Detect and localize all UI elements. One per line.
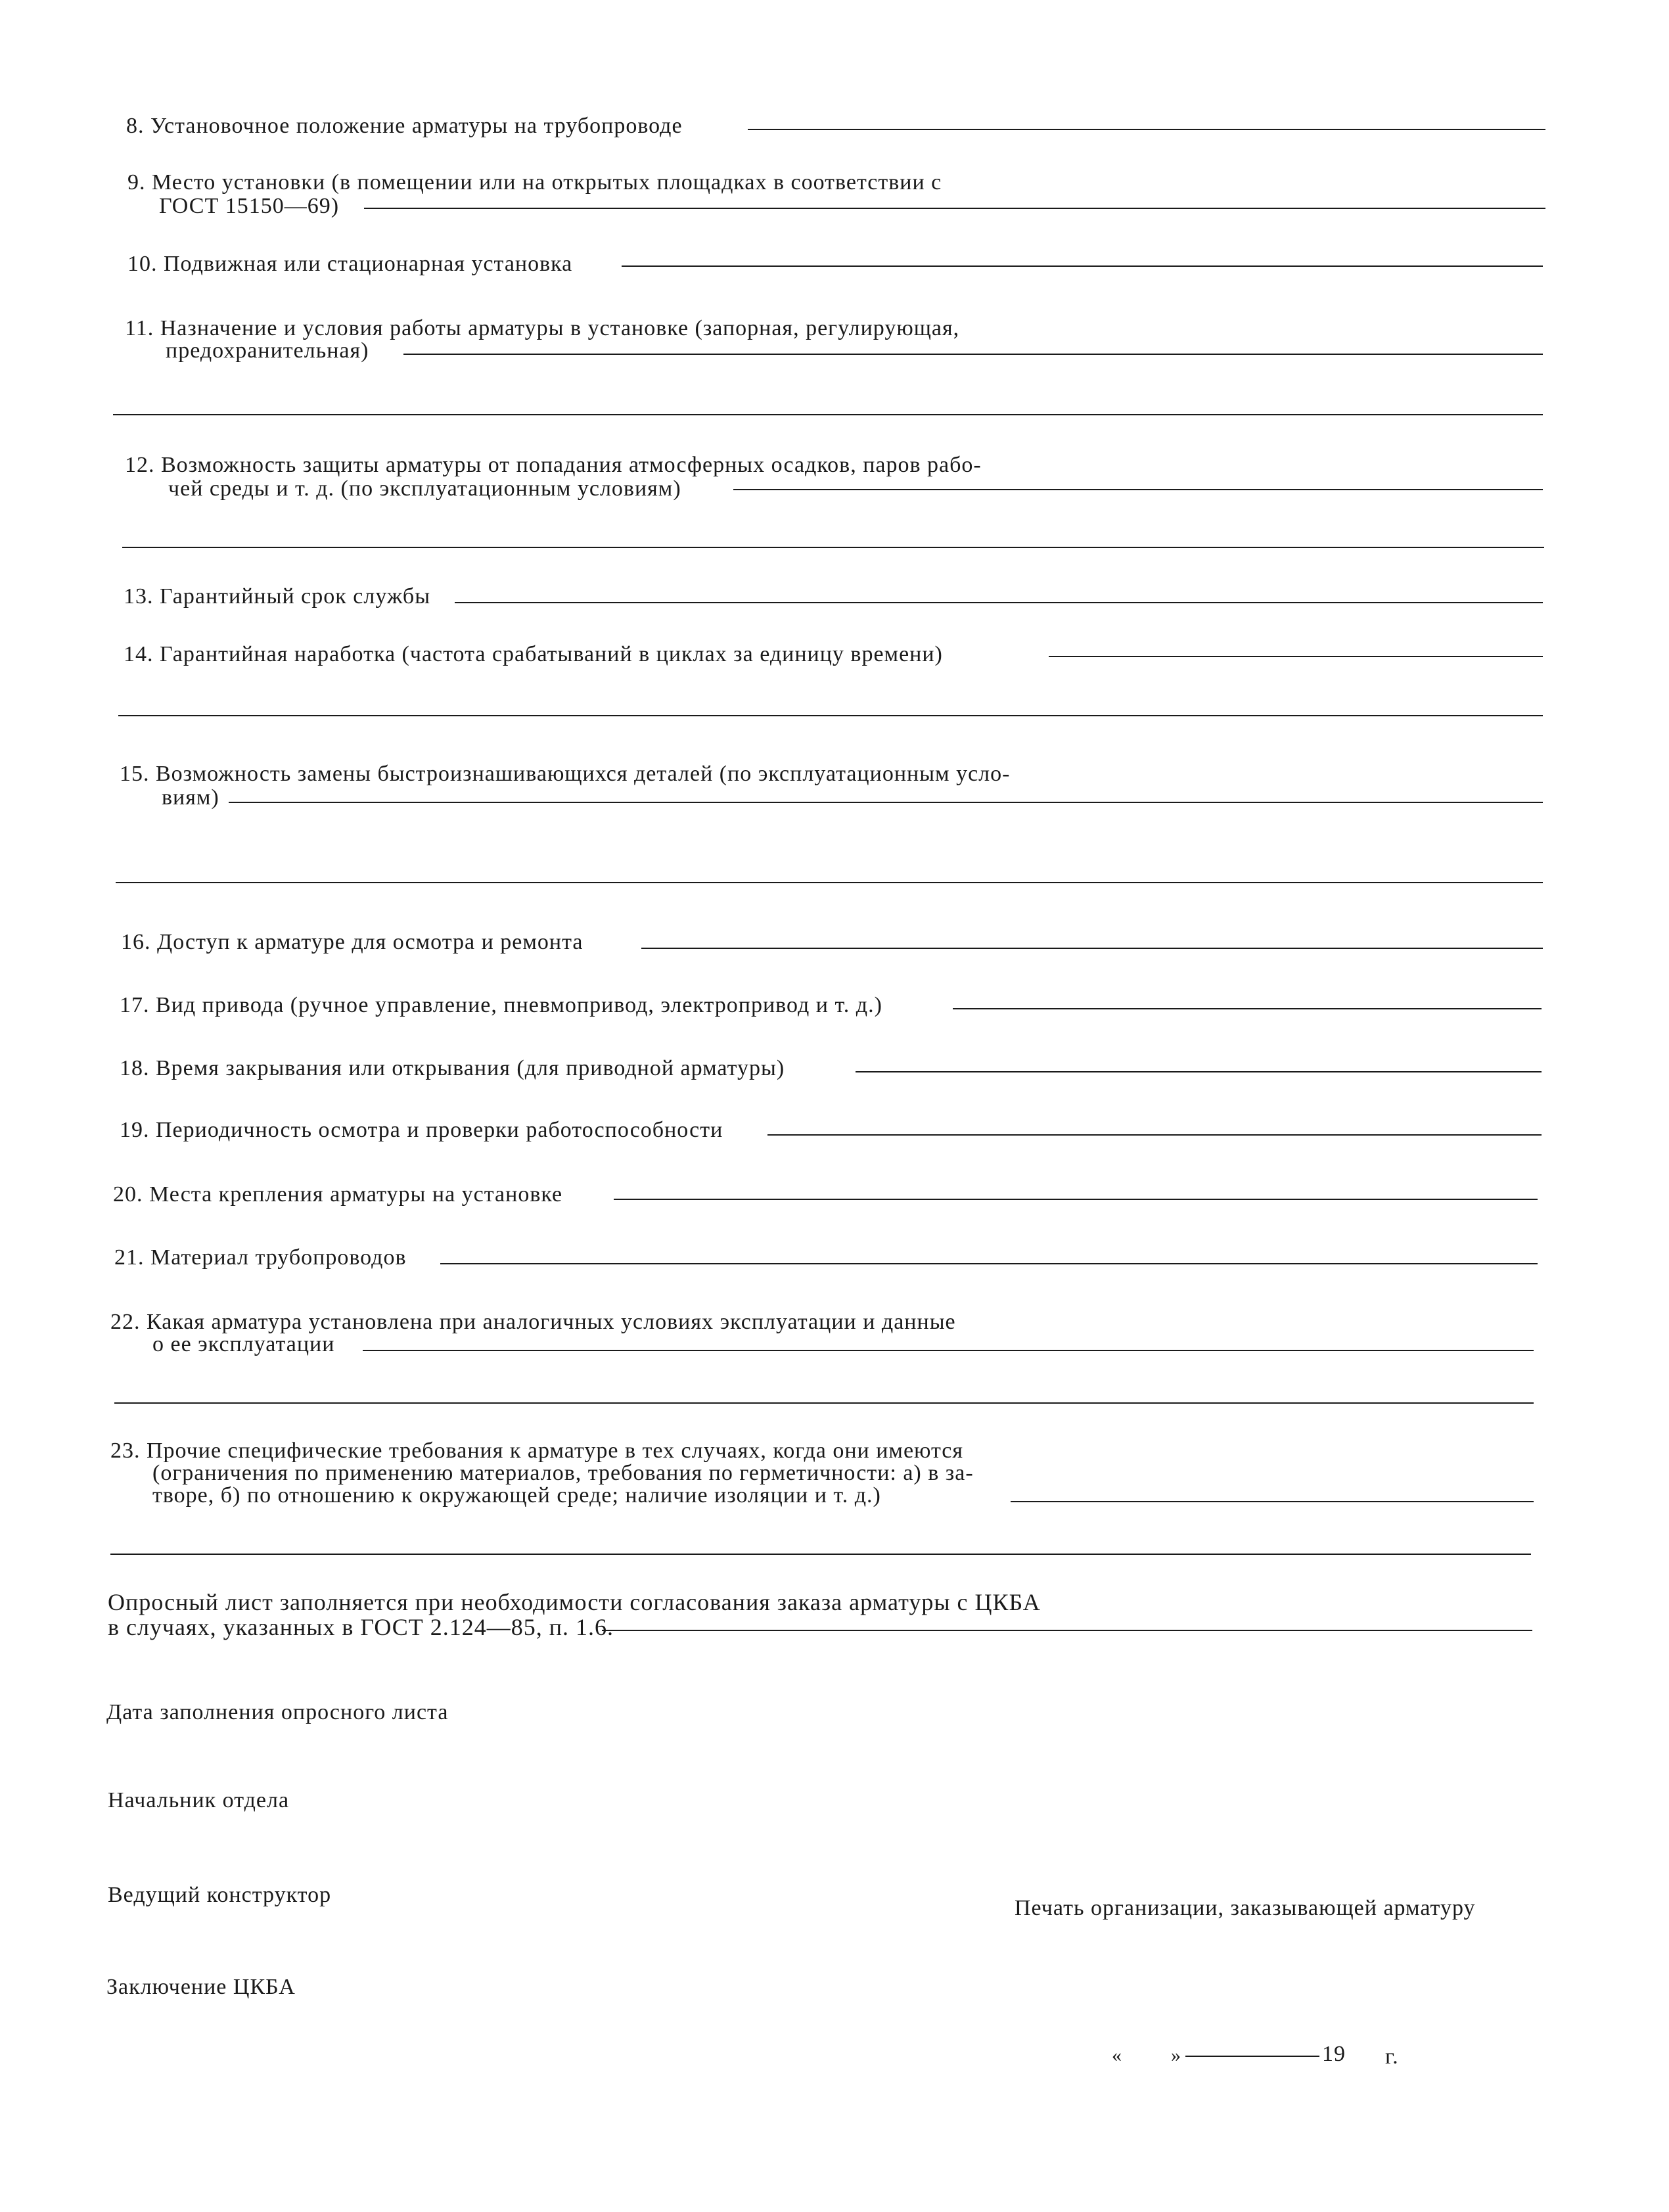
item-13-fill-line[interactable] [455, 602, 1543, 603]
date-year-prefix: 19 [1322, 2042, 1346, 2066]
item-19-fill-line[interactable] [767, 1134, 1542, 1136]
item-11-fill-line[interactable] [403, 354, 1543, 355]
item-20 [113, 1182, 562, 1208]
item-16-fill-line[interactable] [641, 948, 1543, 949]
item-17-number: 17. [120, 993, 150, 1017]
item-9 [127, 170, 942, 196]
item-18-text: Время закрывания или открывания (для приводной арматуры) [156, 1056, 785, 1080]
item-22-extra-line[interactable] [114, 1402, 1534, 1404]
item-14-extra-line[interactable] [118, 715, 1543, 716]
item-11-number: 11. [125, 316, 154, 340]
item-18-number: 18. [120, 1056, 150, 1080]
item-8-text: Установочное положение арматуры на трубопроводе [150, 114, 683, 138]
date-open-quote: « [1112, 2044, 1122, 2066]
fill-date-label: Дата заполнения опросного листа [106, 1700, 449, 1724]
date-fill-line[interactable] [1185, 2056, 1319, 2057]
item-19 [120, 1117, 723, 1143]
item-11-continuation: предохранительная) [166, 338, 369, 363]
stamp-label: Печать организации, заказывающей арматуру [1015, 1896, 1476, 1920]
item-12 [125, 452, 982, 478]
item-9-number: 9. [127, 170, 146, 195]
item-12-extra-line[interactable] [122, 547, 1544, 548]
item-12-continuation: чей среды и т. д. (по эксплуатационным условиям) [168, 476, 681, 501]
item-18-fill-line[interactable] [856, 1071, 1542, 1072]
item-20-number: 20. [113, 1182, 143, 1207]
item-9-text: Место установки (в помещении или на открытых площадках в соответствии с [152, 170, 942, 195]
item-19-number: 19. [120, 1118, 150, 1142]
item-8-fill-line[interactable] [748, 129, 1545, 130]
date-close-quote: » [1171, 2044, 1181, 2066]
item-16 [121, 929, 583, 956]
item-13-number: 13. [124, 584, 154, 609]
item-23-continuation-2: творе, б) по отношению к окружающей среде; наличие изоляции и т. д.) [152, 1483, 881, 1508]
item-8-number: 8. [126, 114, 145, 138]
item-14-number: 14. [124, 642, 154, 666]
item-15-fill-line[interactable] [229, 802, 1543, 803]
item-15-continuation: виям) [162, 785, 219, 810]
item-13-text: Гарантийный срок службы [160, 584, 431, 609]
item-16-number: 16. [121, 930, 151, 954]
item-12-text: Возможность защиты арматуры от попадания атмосферных осадков, паров рабо- [161, 453, 982, 477]
item-10 [127, 251, 572, 277]
item-23-fill-line[interactable] [1011, 1501, 1534, 1502]
item-21-text: Материал трубопроводов [150, 1245, 407, 1270]
item-14-text: Гарантийная наработка (частота срабатываний в циклах за единицу времени) [160, 642, 943, 666]
item-15 [120, 761, 1010, 787]
item-11-extra-line[interactable] [113, 414, 1543, 415]
department-head-label: Начальник отдела [108, 1788, 290, 1812]
item-15-number: 15. [120, 762, 150, 786]
item-11-text: Назначение и условия работы арматуры в установке (запорная, регулирующая, [160, 316, 960, 340]
item-22-fill-line[interactable] [363, 1350, 1534, 1351]
item-23-text: Прочие специфические требования к арматуре в тех случаях, когда они имеются [147, 1439, 963, 1463]
item-10-fill-line[interactable] [622, 265, 1543, 267]
item-23-number: 23. [110, 1439, 141, 1463]
item-10-text: Подвижная или стационарная установка [164, 252, 573, 276]
item-22-continuation: о ее эксплуатации [152, 1332, 335, 1356]
item-9-continuation: ГОСТ 15150—69) [159, 194, 340, 218]
item-21 [114, 1245, 407, 1271]
item-23-extra-line[interactable] [110, 1554, 1531, 1555]
item-17 [120, 992, 882, 1019]
ckba-conclusion-label: Заключение ЦКБА [106, 1975, 296, 1999]
note-fill-line[interactable] [602, 1630, 1532, 1631]
item-20-fill-line[interactable] [614, 1199, 1538, 1200]
date-year-suffix: г. [1385, 2044, 1399, 2069]
item-15-extra-line[interactable] [116, 882, 1543, 883]
item-8 [126, 113, 683, 139]
item-20-text: Места крепления арматуры на установке [149, 1182, 563, 1207]
item-12-number: 12. [125, 453, 155, 477]
item-22-text: Какая арматура установлена при аналогичных условиях эксплуатации и данные [147, 1310, 956, 1334]
item-19-text: Периодичность осмотра и проверки работоспособности [156, 1118, 723, 1142]
item-13 [124, 584, 430, 610]
item-21-fill-line[interactable] [440, 1263, 1538, 1264]
item-10-number: 10. [127, 252, 158, 276]
item-17-text: Вид привода (ручное управление, пневмопривод, электропривод и т. д.) [156, 993, 882, 1017]
item-17-fill-line[interactable] [953, 1008, 1542, 1009]
item-16-text: Доступ к арматуре для осмотра и ремонта [157, 930, 583, 954]
item-15-text: Возможность замены быстроизнашивающихся деталей (по эксплуатационным усло- [156, 762, 1011, 786]
note-line-1: Опросный лист заполняется при необходимости согласования заказа арматуры с ЦКБА [108, 1589, 1041, 1615]
item-14-fill-line[interactable] [1049, 656, 1543, 657]
lead-designer-label: Ведущий конструктор [108, 1883, 332, 1907]
item-22-number: 22. [110, 1310, 141, 1334]
item-18 [120, 1055, 785, 1082]
item-12-fill-line[interactable] [733, 489, 1543, 490]
item-9-fill-line[interactable] [364, 208, 1545, 209]
item-14 [124, 641, 943, 668]
note-line-2: в случаях, указанных в ГОСТ 2.124—85, п. 1.6. [108, 1614, 614, 1640]
item-23-continuation: (ограничения по применению материалов, требования по герметичности: а) в за- [152, 1461, 974, 1485]
item-21-number: 21. [114, 1245, 145, 1270]
